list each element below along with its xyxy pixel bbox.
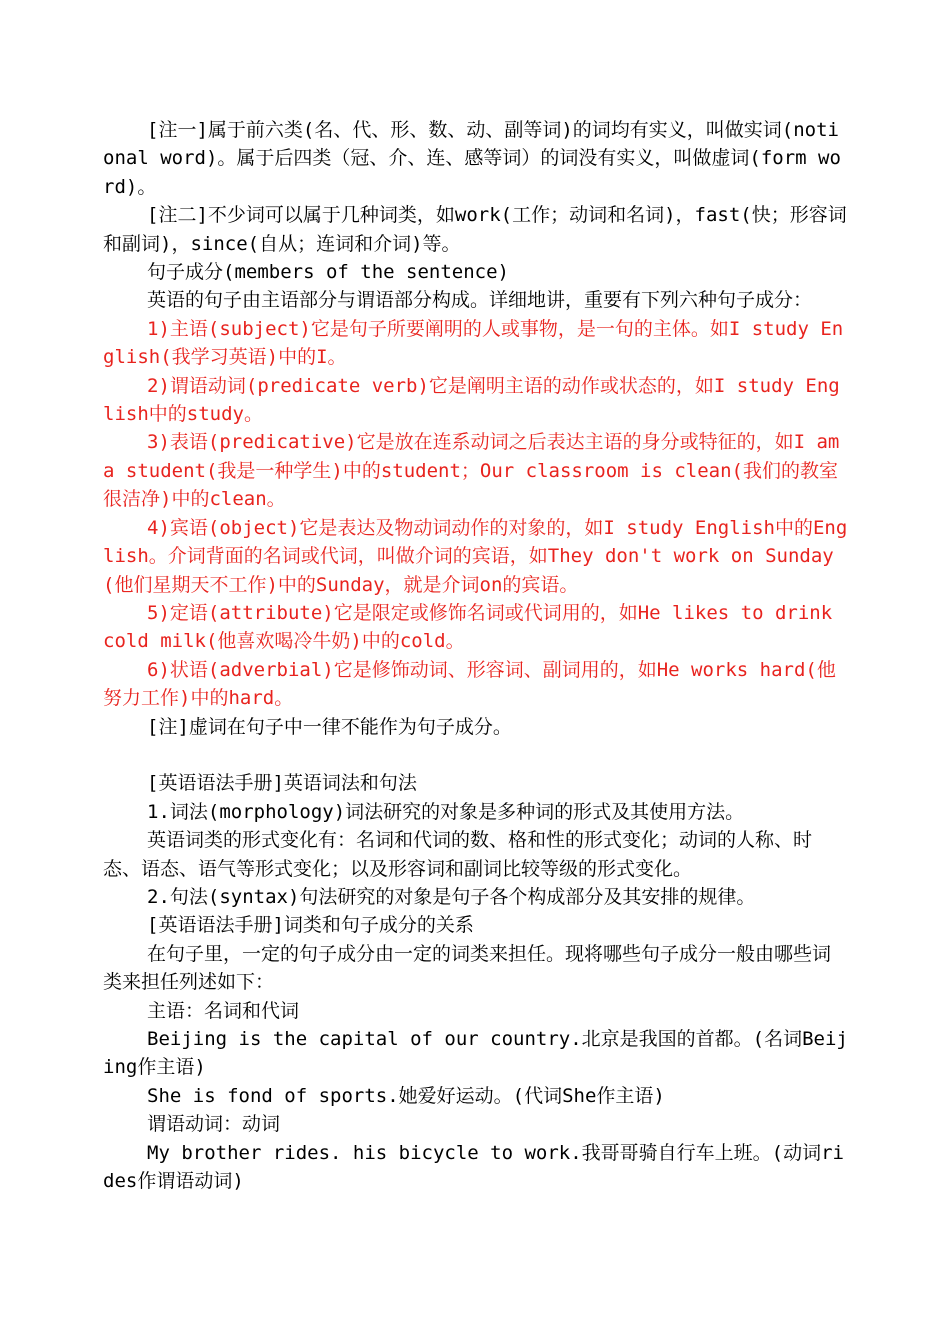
- function-word-note: [注]虚词在句子中一律不能作为句子成分。: [147, 715, 512, 738]
- note-two-paragraph: [注二]不少词可以属于几种词类，如work(工作；动词和名词)，fast(快；形容词和副词)，since(自从；连词和介词)等。: [103, 204, 847, 255]
- example-brother: My brother rides. his bicycle to work.我哥哥骑自行车上班。(动词rides作谓语动词): [103, 1141, 844, 1193]
- syntax-paragraph: 2.句法(syntax)句法研究的对象是句子各个构成部分及其安排的规律。: [147, 885, 756, 908]
- predicate-verb-heading: 谓语动词：动词: [147, 1113, 281, 1136]
- subject-heading: 主语：名词和代词: [147, 999, 300, 1022]
- object-paragraph: 4)宾语(object)它是表达及物动词动作的对象的，如I study English中的English。介词背面的名词或代词，叫做介词的宾语，如They don't work on Sunday(他们星期天不工作)中的Sunday，就是介词on的宾语。: [103, 516, 848, 596]
- example-she: She is fond of sports.她爱好运动。(代词She作主语): [147, 1084, 665, 1107]
- predicative-paragraph: 3)表语(predicative)它是放在连系动词之后表达主语的身分或特征的，如I am a student(我是一种学生)中的student；Our classroom is clean(我们的教室很洁净)中的clean。: [103, 431, 840, 511]
- attribute-paragraph: 5)定语(attribute)它是限定或修饰名词或代词用的，如He likes to drink cold milk(他喜欢喝冷牛奶)中的cold。: [103, 601, 833, 653]
- document-page: [103, 116, 848, 1195]
- blank-line: [103, 741, 848, 769]
- section-heading-members: 句子成分(members of the sentence): [147, 261, 509, 284]
- section-heading-word-class-relation: [英语语法手册]词类和句子成分的关系: [147, 914, 474, 937]
- note-one-paragraph: [注一]属于前六类(名、代、形、数、动、副等词)的词均有实义，叫做实词(notional word)。属于后四类（冠、介、连、感等词）的词没有实义，叫做虚词(form word)。: [103, 119, 841, 198]
- morphology-paragraph: 1.词法(morphology)词法研究的对象是多种词的形式及其使用方法。: [147, 800, 745, 823]
- subject-paragraph: 1)主语(subject)它是句子所要阐明的人或事物，是一句的主体。如I study English(我学习英语)中的I。: [103, 317, 844, 369]
- word-class-intro-paragraph: 在句子里，一定的句子成分由一定的词类来担任。现将哪些句子成分一般由哪些词类来担任列述如下：: [103, 942, 832, 994]
- section-heading-morphology-syntax: [英语语法手册]英语词法和句法: [147, 772, 417, 795]
- example-beijing: Beijing is the capital of our country.北京是我国的首都。(名词Beijing作主语): [103, 1027, 848, 1079]
- word-form-changes-paragraph: 英语词类的形式变化有：名词和代词的数、格和性的形式变化；动词的人称、时态、语态、语气等形式变化；以及形容词和副词比较等级的形式变化。: [103, 829, 813, 880]
- sentence-structure-paragraph: 英语的句子由主语部分与谓语部分构成。详细地讲，重要有下列六种句子成分：: [147, 289, 813, 312]
- adverbial-paragraph: 6)状语(adverbial)它是修饰动词、形容词、副词用的，如He works hard(他努力工作)中的hard。: [103, 658, 836, 710]
- predicate-verb-paragraph: 2)谓语动词(predicate verb)它是阐明主语的动作或状态的，如I study English中的study。: [103, 374, 840, 426]
